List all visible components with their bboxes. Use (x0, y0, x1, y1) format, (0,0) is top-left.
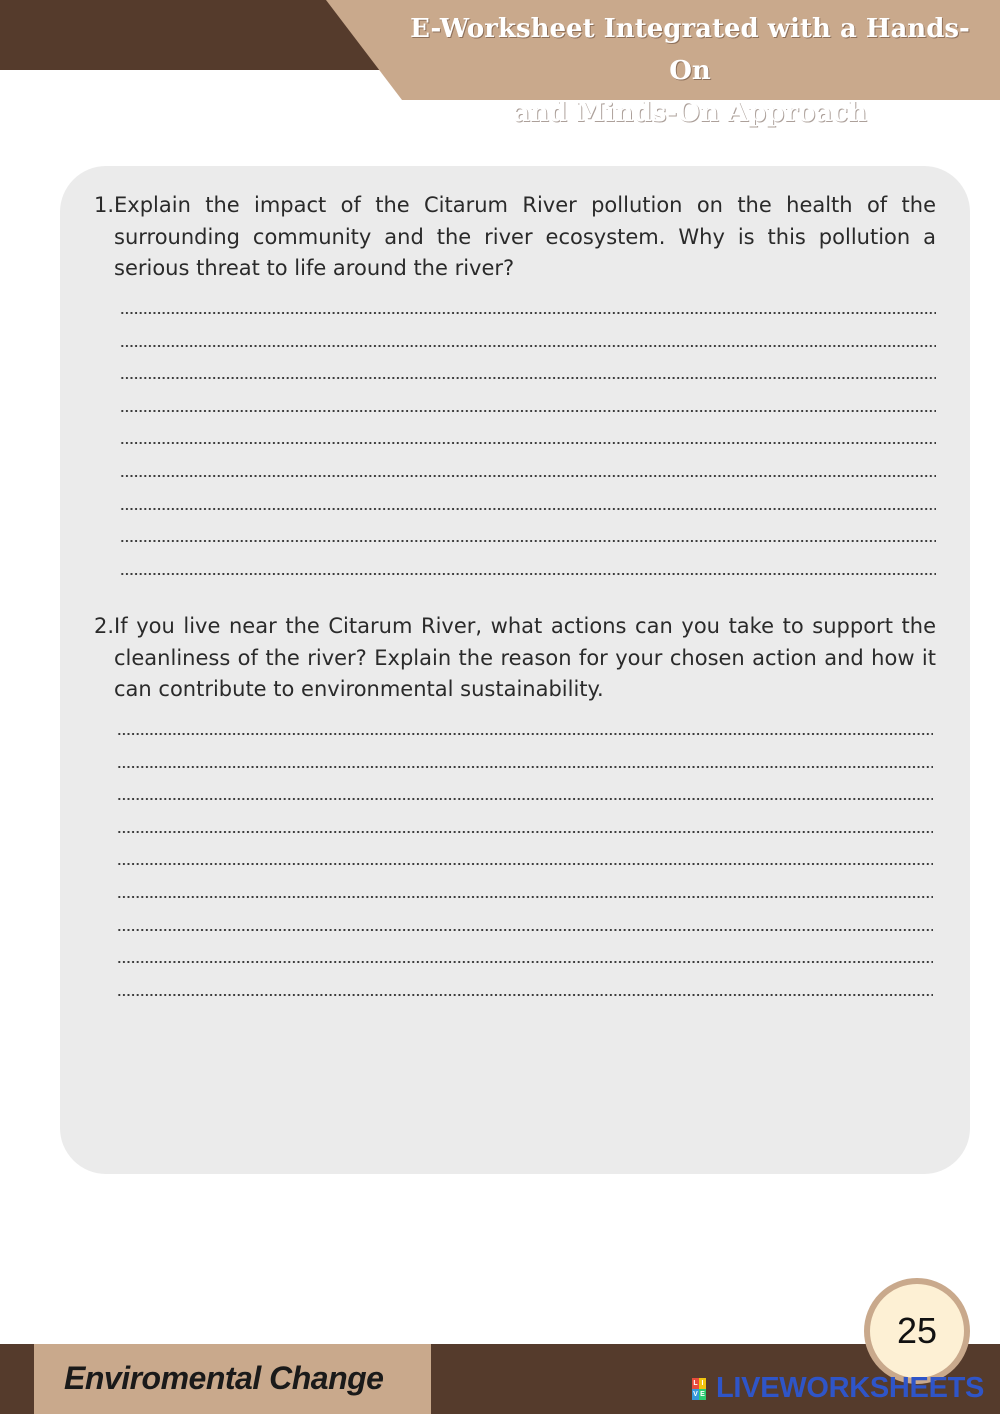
answer-line[interactable] (117, 993, 933, 1003)
answer-line[interactable] (120, 507, 936, 517)
answer-line[interactable] (120, 441, 936, 451)
logo-letter-e: E (700, 1391, 705, 1398)
liveworksheets-brand: LIVEWORKSHEETS (716, 1372, 985, 1404)
answer-line[interactable] (120, 311, 936, 321)
page-number: 25 (896, 1310, 938, 1351)
logo-letter-v: V (693, 1391, 698, 1398)
answer-line[interactable] (117, 797, 933, 807)
answer-line[interactable] (117, 928, 933, 938)
question-1 (90, 190, 936, 285)
question-1-number: 1. (93, 193, 114, 217)
answer-line[interactable] (120, 474, 936, 484)
answer-line[interactable] (117, 830, 933, 840)
answer-line[interactable] (117, 732, 933, 742)
answer-line[interactable] (117, 862, 933, 872)
answer-line[interactable] (120, 344, 936, 354)
logo-letter-i: I (699, 1378, 706, 1389)
question-1-text: Explain the impact of the Citarum River pollution on the health of the surrounding community and the river ecosystem. Why is this pollution a serious threat to life around the river? (114, 193, 936, 280)
answer-line[interactable] (120, 376, 936, 386)
footer-topic-label: Enviromental Change (64, 1360, 384, 1396)
page-number-badge (864, 1278, 970, 1384)
worksheet-title-line-1: E-Worksheet Integrated with a Hands-On (410, 14, 970, 86)
question-2-text: If you live near the Citarum River, what actions can you take to support the cleanliness of the river? Explain the reason for your chosen action and how it can contribute to environmental sustainability. (114, 614, 936, 701)
answer-line[interactable] (120, 539, 936, 549)
answer-line[interactable] (117, 895, 933, 905)
worksheet-title-line-2: and Minds-On Approach (513, 98, 867, 128)
question-2-number: 2. (93, 614, 114, 638)
answer-line[interactable] (117, 765, 933, 775)
answer-line[interactable] (117, 960, 933, 970)
worksheet-title (390, 8, 990, 134)
logo-letter-l: L (693, 1380, 698, 1387)
liveworksheets-logo-icon (692, 1378, 706, 1400)
question-2 (90, 611, 936, 706)
answer-line[interactable] (120, 572, 936, 582)
answer-line[interactable] (120, 409, 936, 419)
